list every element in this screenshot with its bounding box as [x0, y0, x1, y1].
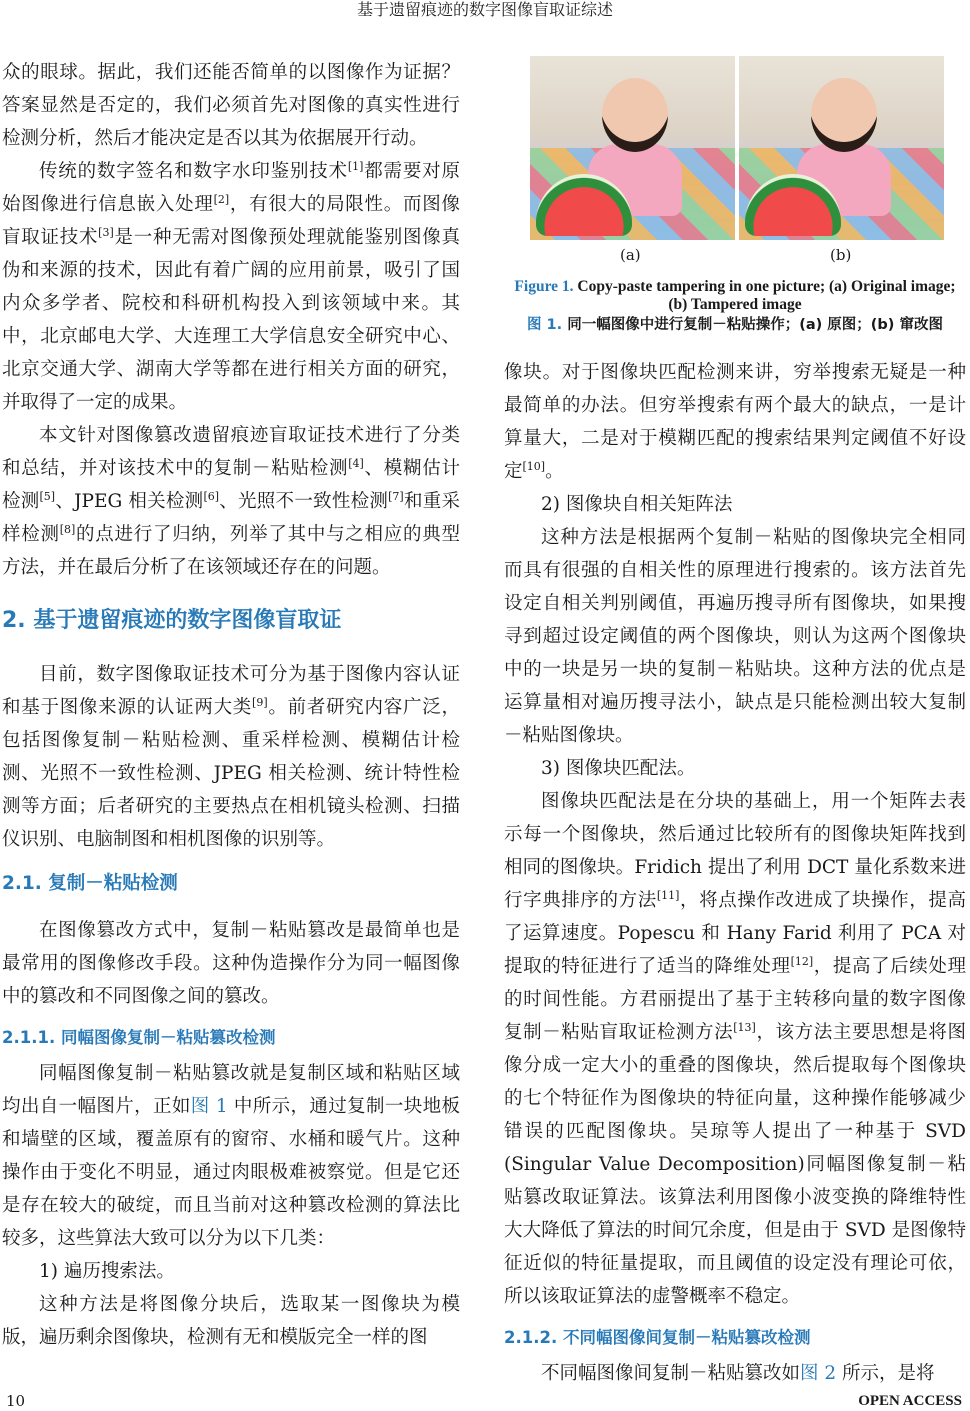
left-column [2, 56, 460, 1354]
citation[interactable]: [1] [347, 159, 364, 173]
citation[interactable]: [12] [790, 954, 814, 968]
list-item: 1) 遍历搜索法。 [39, 1261, 175, 1282]
subsection-heading: 2.1. 复制－粘贴检测 [2, 873, 178, 894]
citation[interactable]: [8] [59, 522, 76, 536]
paragraph: 同幅图像复制－粘贴篡改就是复制区域和粘贴区域均出自一幅图片，正如图 1 中所示，通过复制一块地板和墙壁的区域，覆盖原有的窗帘、水桶和暖气片。这种操作由于变化不明显，通过肉眼极难被察觉。但是它还是存在较大的破绽，而且当前对这种篡改检测的算法比较多，这些算法大致可以分为以下几类： [2, 1063, 460, 1249]
citation[interactable]: [7] [388, 489, 404, 503]
citation[interactable]: [3] [98, 225, 114, 239]
subfigure-label-b: (b) [830, 246, 852, 264]
figure-caption-en: Figure 1. Copy-paste tampering in one picture; (a) Original image; (b) Tampered image [514, 278, 956, 313]
right-column [504, 356, 966, 1390]
running-title: 基于遗留痕迹的数字图像盲取证综述 [356, 0, 613, 19]
citation[interactable]: [2] [213, 192, 230, 206]
citation[interactable]: [5] [39, 489, 56, 503]
paragraph: 像块。对于图像块匹配检测来讲，穷举搜索无疑是一种最简单的办法。但穷举搜索有两个最大的缺点，一是计算量大，二是对于模糊匹配的搜索结果判定阈值不好设定[10]。 [504, 362, 966, 482]
section-heading: 2. 基于遗留痕迹的数字图像盲取证 [2, 608, 342, 633]
tampered-image [739, 56, 944, 240]
page-number: 10 [6, 1392, 26, 1410]
citation[interactable]: [4] [348, 456, 364, 470]
citation[interactable]: [10] [522, 459, 546, 473]
paragraph: 不同幅图像间复制－粘贴篡改如图 2 所示，是将 [541, 1363, 935, 1384]
paragraph: 传统的数字签名和数字水印鉴别技术[1]都需要对原始图像进行信息嵌入处理[2]，有很大的局限性。而图像盲取证技术[3]是一种无需对图像预处理就能鉴别图像真伪和来源的技术，因此有着广阔的应用前景，吸引了国内众多学者、院校和科研机构投入到该领域中来。其中，北京邮电大学、大连理工大学信息安全研究中心、北京交通大学、湖南大学等都在进行相关方面的研究，并取得了一定的成果。 [2, 159, 460, 413]
figure-link[interactable]: 图 2 [800, 1363, 837, 1384]
paragraph: 这种方法是将图像分块后，选取某一图像块为模版，遍历剩余图像块，检测有无和模版完全一样的图 [2, 1294, 460, 1348]
citation[interactable]: [6] [203, 489, 220, 503]
original-image [530, 56, 735, 240]
paragraph: 这种方法是根据两个复制－粘贴的图像块完全相同而具有很强的自相关性的原理进行搜索的。该方法首先设定自相关判别阈值，再遍历搜寻所有图像块，如果搜寻到超过设定阈值的两个图像块，则认为这两个图像块中的一块是另一块的复制－粘贴块。这种方法的优点是运算量相对遍历搜寻法小，缺点是只能检测出较大复制－粘贴图像块。 [504, 527, 966, 746]
subfigure-label-a: (a) [620, 246, 641, 264]
list-item: 3) 图像块匹配法。 [541, 758, 696, 779]
figure-caption-zh: 图 1. 同一幅图像中进行复制－粘贴操作；(a) 原图；(b) 窜改图 [527, 317, 943, 333]
subsubsection-heading: 2.1.1. 同幅图像复制－粘贴篡改检测 [2, 1028, 276, 1047]
subsubsection-heading: 2.1.2. 不同幅图像间复制－粘贴篡改检测 [504, 1328, 811, 1347]
paragraph: 本文针对图像篡改遗留痕迹盲取证技术进行了分类和总结，并对该技术中的复制－粘贴检测[4]、模糊估计检测[5]、JPEG 相关检测[6]、光照不一致性检测[7]和重采样检测[8]的点进行了归纳，列举了其中与之相应的典型方法，并在最后分析了在该领域还存在的问题。 [2, 425, 460, 578]
paragraph: 目前，数字图像取证技术可分为基于图像内容认证和基于图像来源的认证两大类[9]。前者研究内容广泛，包括图像复制－粘贴检测、重采样检测、模糊估计检测、光照不一致性检测、JPEG 相关检测、统计特性检测等方面；后者研究的主要热点在相机镜头检测、扫描仪识别、电脑制图和相机图像的识别等。 [2, 664, 460, 850]
citation[interactable]: [13] [733, 1020, 756, 1034]
citation[interactable]: [11] [656, 888, 680, 902]
paragraph: 图像块匹配法是在分块的基础上，用一个矩阵去表示每一个图像块，然后通过比较所有的图像块矩阵找到相同的图像块。Fridich 提出了利用 DCT 量化系数来进行字典排序的方法[11]，将点操作改进成了块操作，提高了运算速度。Popescu 和 Hany Farid 利用了 PCA 对提取的特征进行了适当的降维处理[12]，提高了后续处理的时间性能。方君丽提出了基于主转移向量的数字图像复制－粘贴盲取证检测方法[13]，该方法主要思想是将图像分成一定大小的重叠的图像块，然后提取每个图像块的七个特征作为图像块的特征向量，这种操作能够减少错误的匹配图像块。吴琼等人提出了一种基于 SVD (Singular Value Decomposition)同幅图像复制－粘贴篡改取证算法。该算法利用图像小波变换的降维特性大大降低了算法的时间冗余度，但是由于 SVD 是图像特征近似的特征量提取，而且阈值的设定没有理论可依，所以该取证算法的虚警概率不稳定。 [504, 791, 966, 1307]
paragraph: 众的眼球。据此，我们还能否简单的以图像作为证据？答案显然是否定的，我们必须首先对图像的真实性进行检测分析，然后才能决定是否以其为依据展开行动。 [2, 62, 460, 149]
list-item: 2) 图像块自相关矩阵法 [541, 494, 733, 515]
figure-link[interactable]: 图 1 [190, 1096, 228, 1117]
journal-label: OPEN ACCESS [858, 1393, 962, 1409]
citation[interactable]: [9] [252, 695, 268, 709]
paragraph: 在图像篡改方式中，复制－粘贴篡改是最简单也是最常用的图像修改手段。这种伪造操作分为同一幅图像中的篡改和不同图像之间的篡改。 [2, 920, 460, 1007]
